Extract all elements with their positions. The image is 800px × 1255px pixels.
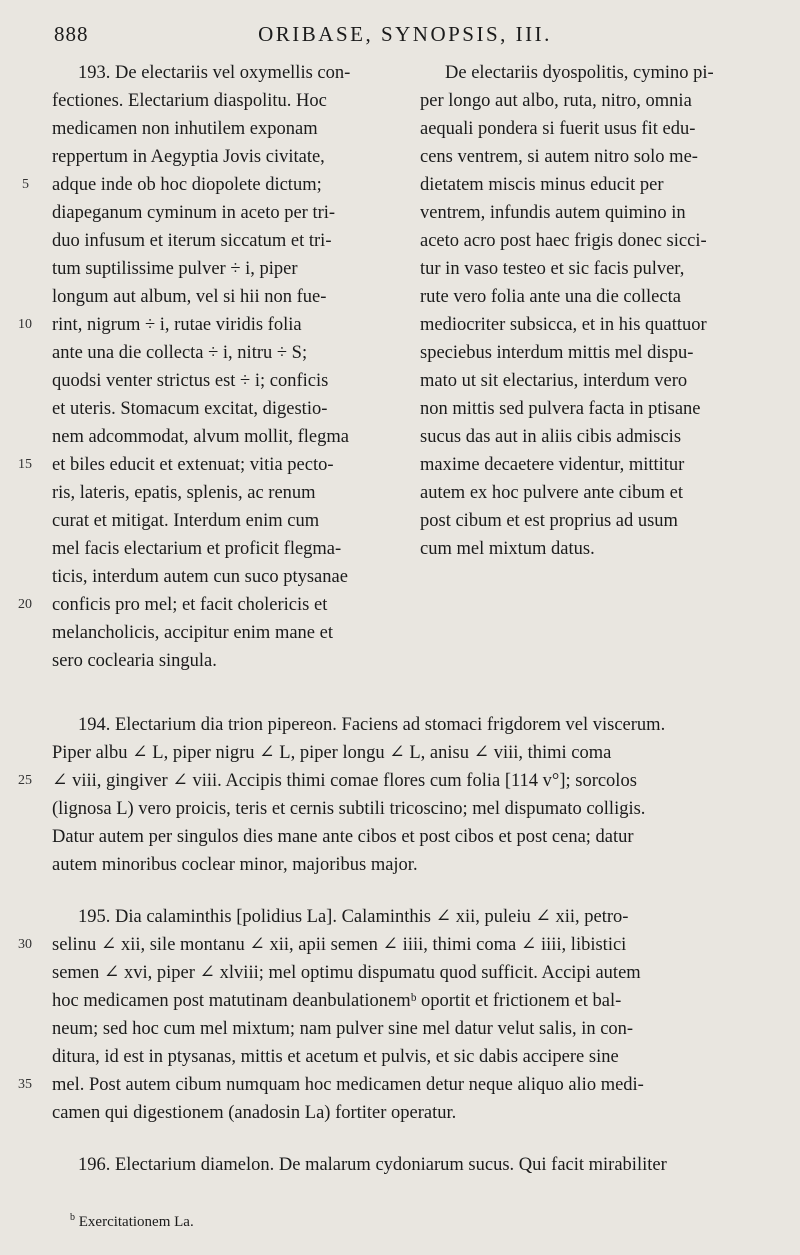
text-line: mediocriter subsicca, et in his quattuor — [420, 315, 707, 335]
text-line: melancholicis, accipitur enim mane et — [52, 623, 333, 643]
text-line: diapeganum cyminum in aceto per tri- — [52, 203, 336, 223]
line-number: 30 — [18, 937, 32, 952]
text-line: duo infusum et iterum siccatum et tri- — [52, 231, 332, 251]
text-line: adque inde ob hoc diopolete dictum; — [52, 175, 322, 195]
text-line: medicamen non inhutilem exponam — [52, 119, 318, 139]
text-line: mato ut sit electarius, interdum vero — [420, 371, 688, 391]
text-line: curat et mitigat. Interdum enim cum — [52, 511, 320, 531]
text-line: rute vero folia ante una die collecta — [420, 287, 681, 307]
text-line: dietatem miscis minus educit per — [420, 175, 664, 195]
line-number: 35 — [18, 1077, 32, 1092]
text-line: 194. Electarium dia trion pipereon. Faciens ad stomaci frigdorem vel viscerum. — [78, 715, 666, 735]
text-line: autem minoribus coclear minor, majoribus major. — [52, 855, 418, 875]
text-line: ris, lateris, epatis, splenis, ac renum — [52, 483, 316, 503]
footnote-marker: b — [70, 1212, 75, 1223]
text-line: De electariis dyospolitis, cymino pi- — [445, 63, 714, 83]
text-line: cens ventrem, si autem nitro solo me- — [420, 147, 698, 167]
text-line: maxime decaetere videntur, mittitur — [420, 455, 685, 475]
text-line: nem adcommodat, alvum mollit, flegma — [52, 427, 349, 447]
text-line: ticis, interdum autem cun suco ptysanae — [52, 567, 348, 587]
text-line: camen qui digestionem (anadosin La) fortiter operatur. — [52, 1103, 457, 1123]
text-line: longum aut album, vel si hii non fue- — [52, 287, 327, 307]
text-line: sero coclearia singula. — [52, 651, 217, 671]
text-line: conficis pro mel; et facit cholericis et — [52, 595, 328, 615]
text-line: fectiones. Electarium diaspolitu. Hoc — [52, 91, 327, 111]
text-line: autem ex hoc pulvere ante cibum et — [420, 483, 684, 503]
text-line: sucus das aut in aliis cibis admiscis — [420, 427, 682, 447]
text-line: cum mel mixtum datus. — [420, 539, 595, 559]
text-line: rint, nigrum ÷ i, rutae viridis folia — [52, 315, 302, 335]
line-number: 15 — [18, 457, 32, 472]
text-line: ante una die collecta ÷ i, nitru ÷ S; — [52, 343, 308, 363]
running-title: ORIBASE, SYNOPSIS, III. — [258, 22, 552, 46]
text-line: aceto acro post haec frigis donec sicci- — [420, 231, 707, 251]
text-line: 193. De electariis vel oxymellis con- — [78, 63, 351, 83]
text-line: ventrem, infundis autem quimino in — [420, 203, 686, 223]
text-line: speciebus interdum mittis mel dispu- — [420, 343, 694, 363]
text-line — [52, 988, 621, 1014]
footnote-reference: ᵇ — [410, 991, 417, 1011]
text-line: post cibum et est proprius ad usum — [420, 511, 678, 531]
line-number: 20 — [18, 597, 32, 612]
text-line: per longo aut albo, ruta, nitro, omnia — [420, 91, 692, 111]
page-number: 888 — [54, 22, 89, 46]
text-line: mel facis electarium et proficit flegma- — [52, 539, 342, 559]
text-line: 195. Dia calaminthis [polidius La]. Calaminthis ∠ xii, puleiu ∠ xii, petro- — [78, 907, 629, 927]
text-line: 196. Electarium diamelon. De malarum cydoniarum sucus. Qui facit mirabiliter — [78, 1155, 667, 1175]
footnote — [70, 1212, 194, 1231]
text-line: neum; sed hoc cum mel mixtum; nam pulver sine mel datur velut salis, in con- — [52, 1019, 634, 1039]
line-number: 5 — [22, 177, 29, 192]
line-number: 10 — [18, 317, 32, 332]
line-number: 25 — [18, 773, 32, 788]
text-line: quodsi venter strictus est ÷ i; conficis — [52, 371, 329, 391]
text-line: Datur autem per singulos dies mane ante cibos et post cibos et post cena; datur — [52, 827, 634, 847]
text-line: mel. Post autem cibum numquam hoc medicamen detur neque aliquo alio medi- — [52, 1075, 644, 1095]
text-line: semen ∠ xvi, piper ∠ xlviii; mel optimu dispumatu quod sufficit. Accipi autem — [52, 963, 641, 983]
text-line: aequali pondera si fuerit usus fit edu- — [420, 119, 696, 139]
text-segment: hoc medicamen post matutinam deanbulationem — [52, 991, 411, 1011]
text-segment: oportit et frictionem et bal- — [416, 991, 622, 1011]
text-line: ∠ viii, gingiver ∠ viii. Accipis thimi comae flores cum folia [114 v°]; sorcolos — [52, 771, 637, 791]
text-line: tur in vaso testeo et sic facis pulver, — [420, 259, 685, 279]
text-line: et uteris. Stomacum excitat, digestio- — [52, 399, 328, 419]
footnote-text: Exercitationem La. — [78, 1214, 194, 1230]
text-line: tum suptilissime pulver ÷ i, piper — [52, 259, 298, 279]
text-line: reppertum in Aegyptia Jovis civitate, — [52, 147, 325, 167]
text-line: (lignosa L) vero proicis, teris et cernis subtili tricoscino; mel dispumato colligis. — [52, 799, 646, 819]
page-header — [50, 22, 760, 52]
text-line: ditura, id est in ptysanas, mittis et acetum et pulvis, et sic dabis accipere sine — [52, 1047, 619, 1067]
text-line: Piper albu ∠ L, piper nigru ∠ L, piper longu ∠ L, anisu ∠ viii, thimi coma — [52, 743, 612, 763]
text-line: et biles educit et extenuat; vitia pecto- — [52, 455, 334, 475]
text-line: non mittis sed pulvera facta in ptisane — [420, 399, 701, 419]
text-line: selinu ∠ xii, sile montanu ∠ xii, apii semen ∠ iiii, thimi coma ∠ iiii, libistici — [52, 935, 627, 955]
